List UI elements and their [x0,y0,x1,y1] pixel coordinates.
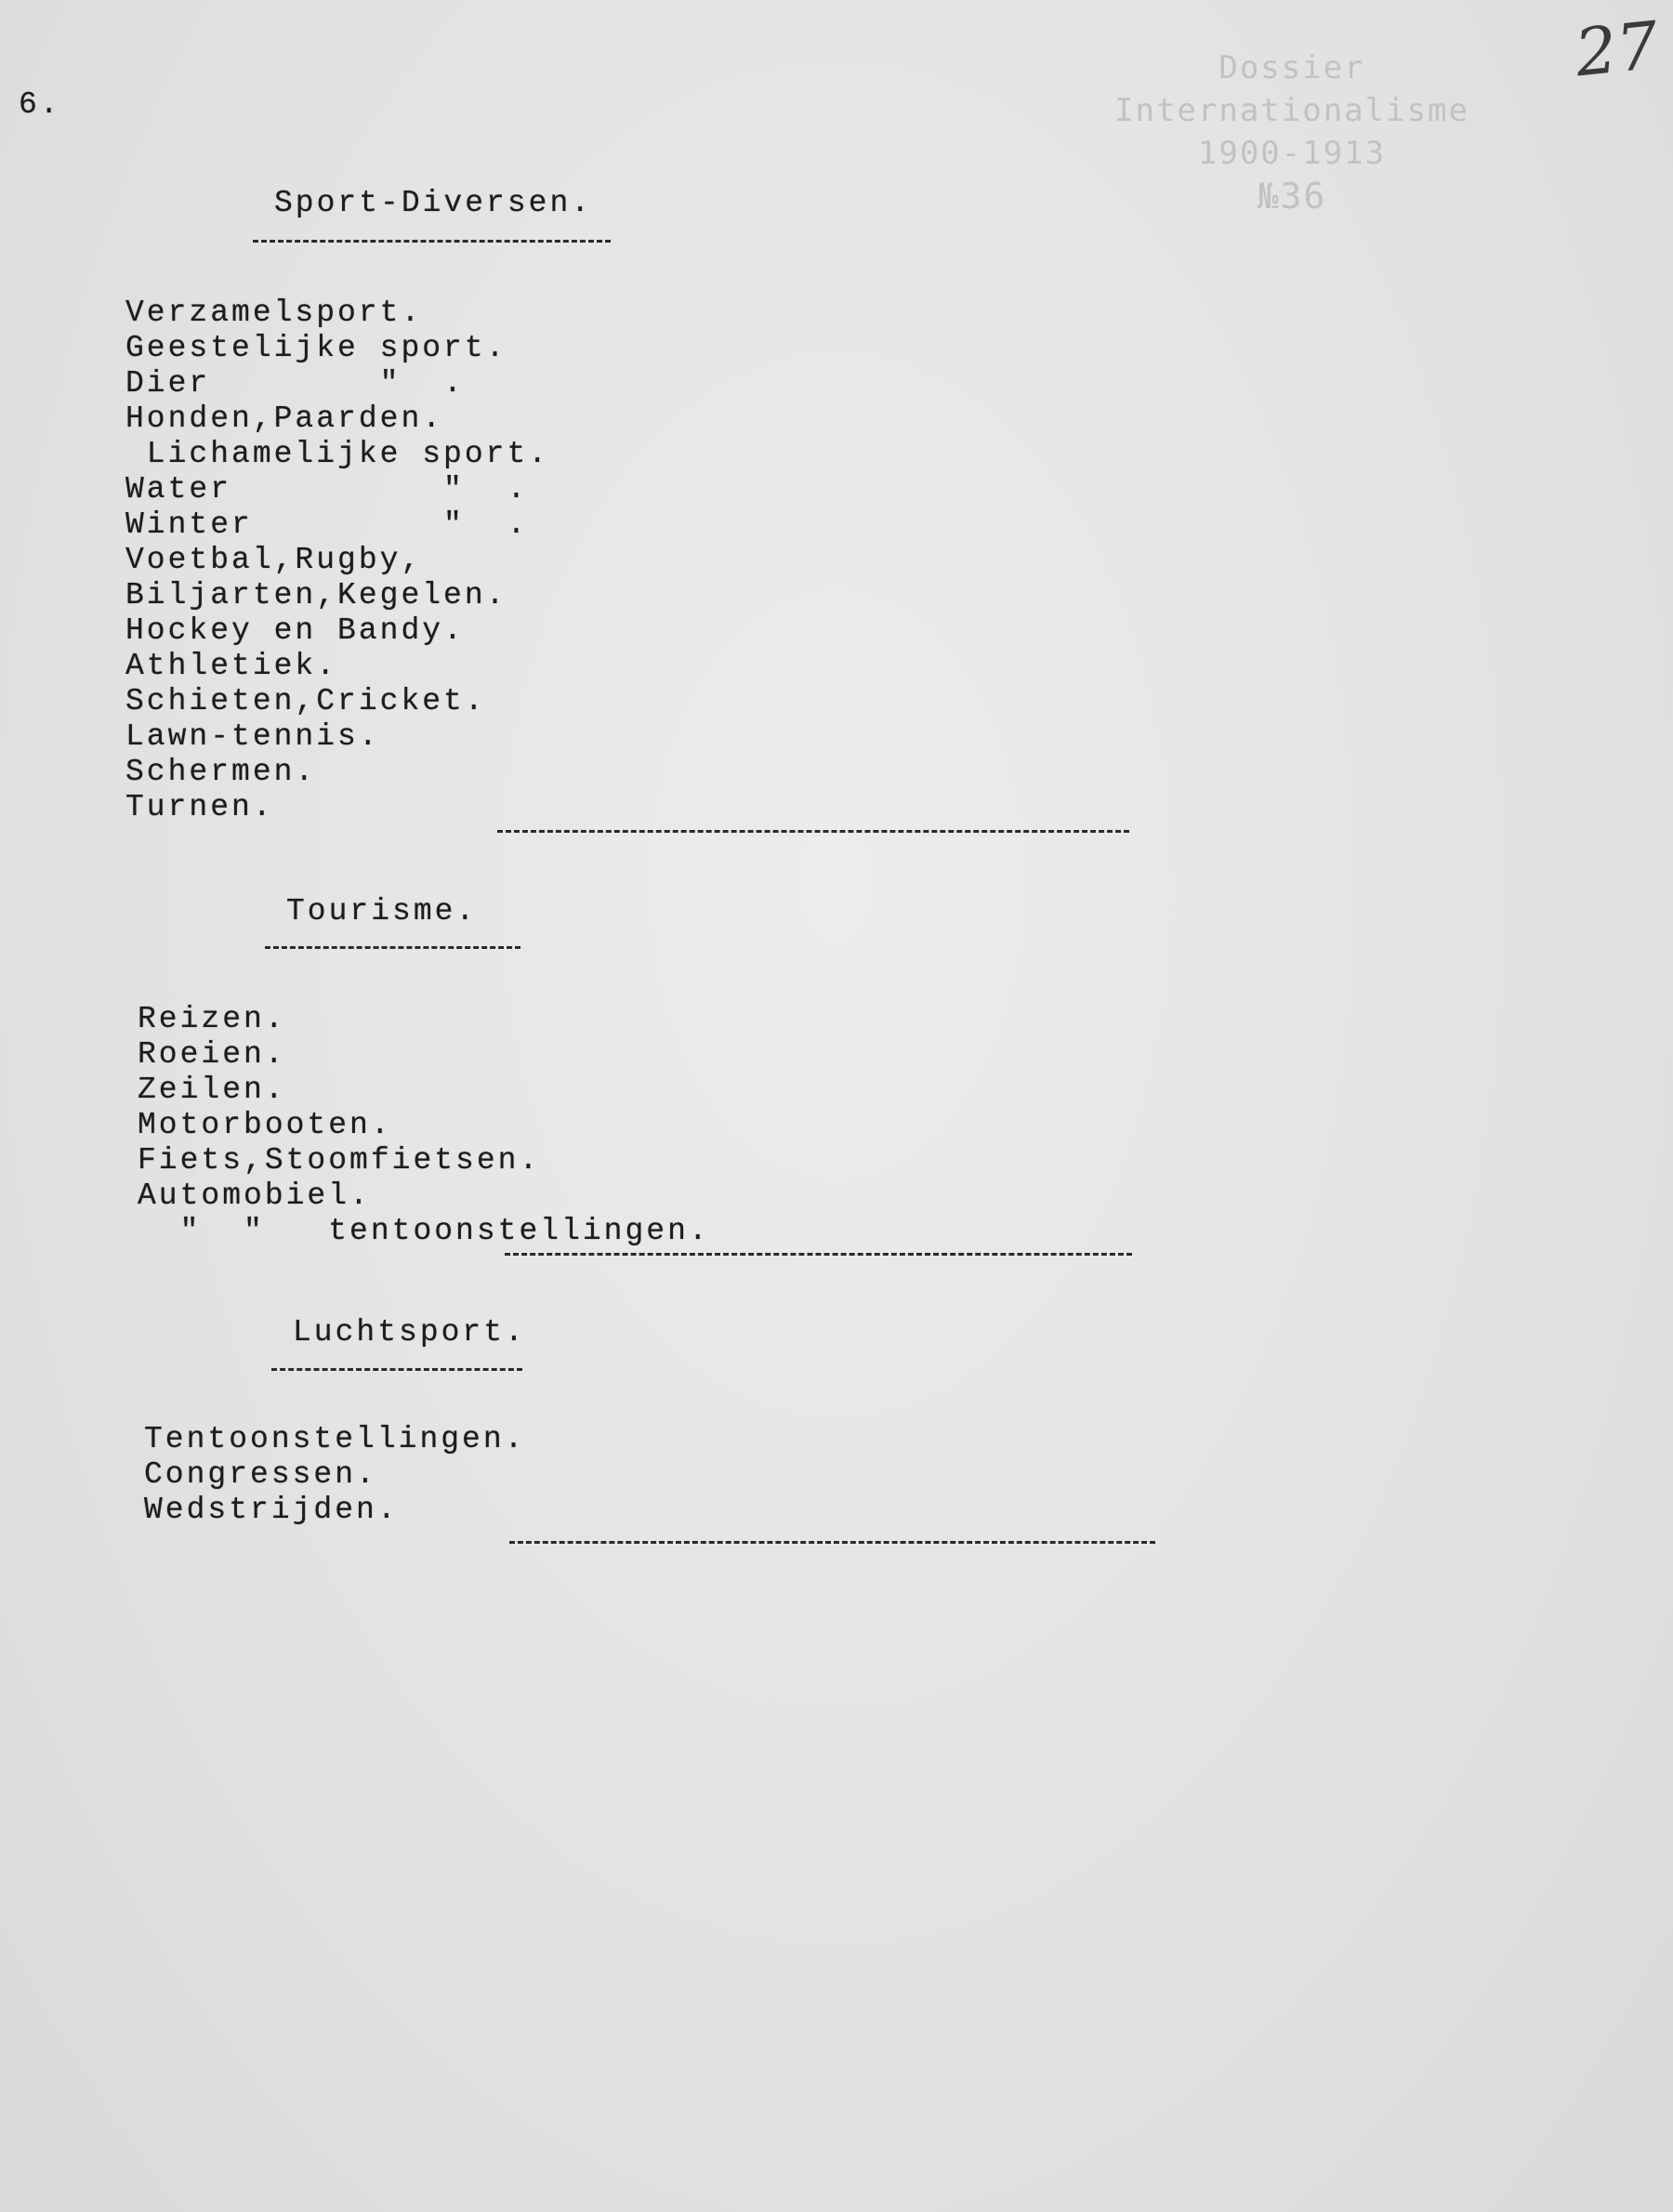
list-item: Tentoonstellingen. [144,1422,526,1456]
list-item: Reizen. [138,1002,286,1036]
stamp-line-dossier: Dossier [1219,49,1365,86]
tourisme-list [138,1002,710,1249]
list-item: Lawn-tennis. [125,719,380,754]
handwritten-folio-number: 27 [1571,7,1663,92]
stamp-line-title: Internationalisme [1114,92,1469,129]
list-item: Zeilen. [138,1073,286,1107]
section-divider [505,1253,1132,1256]
list-item: Schieten,Cricket. [125,684,486,718]
archive-stamp [1097,46,1487,217]
page-number: 6. [19,87,61,122]
list-item: Wedstrijden. [144,1493,399,1527]
list-item: Hockey en Bandy. [125,613,465,648]
heading-underline [265,946,520,949]
list-item: Schermen. [125,755,317,789]
list-item: Roeien. [138,1037,286,1072]
list-item: Fiets,Stoomfietsen. [138,1143,541,1178]
heading-underline [253,240,611,243]
list-item: Congressen. [144,1457,377,1492]
section-heading-luchtsport: Luchtsport. [293,1315,526,1350]
section-divider [497,830,1129,833]
section-heading-tourisme: Tourisme. [286,894,478,928]
stamp-line-number: №36 [1257,176,1327,217]
list-item: Biljarten,Kegelen. [125,578,507,612]
luchtsport-list [144,1422,525,1528]
list-item: Voetbal,Rugby, [125,543,423,577]
list-item: Honden,Paarden. [125,402,444,436]
stamp-line-years: 1900-1913 [1197,135,1387,172]
list-item: Motorbooten. [138,1108,392,1142]
section-divider [509,1541,1155,1544]
list-item: Geestelijke sport. [125,331,507,365]
list-item: Athletiek. [125,649,338,683]
heading-underline [271,1368,522,1371]
list-item: Lichamelijke sport. [125,437,550,471]
list-item: Winter " . [125,507,529,542]
sport-diversen-list [125,296,549,825]
list-item: " " tentoonstellingen. [138,1214,710,1248]
list-item: Water " . [125,472,529,507]
list-item: Turnen. [125,790,274,824]
list-item: Automobiel. [138,1178,371,1213]
section-heading-sport-diversen: Sport-Diversen. [274,186,593,220]
list-item: Dier " . [125,366,465,401]
list-item: Verzamelsport. [125,296,423,330]
